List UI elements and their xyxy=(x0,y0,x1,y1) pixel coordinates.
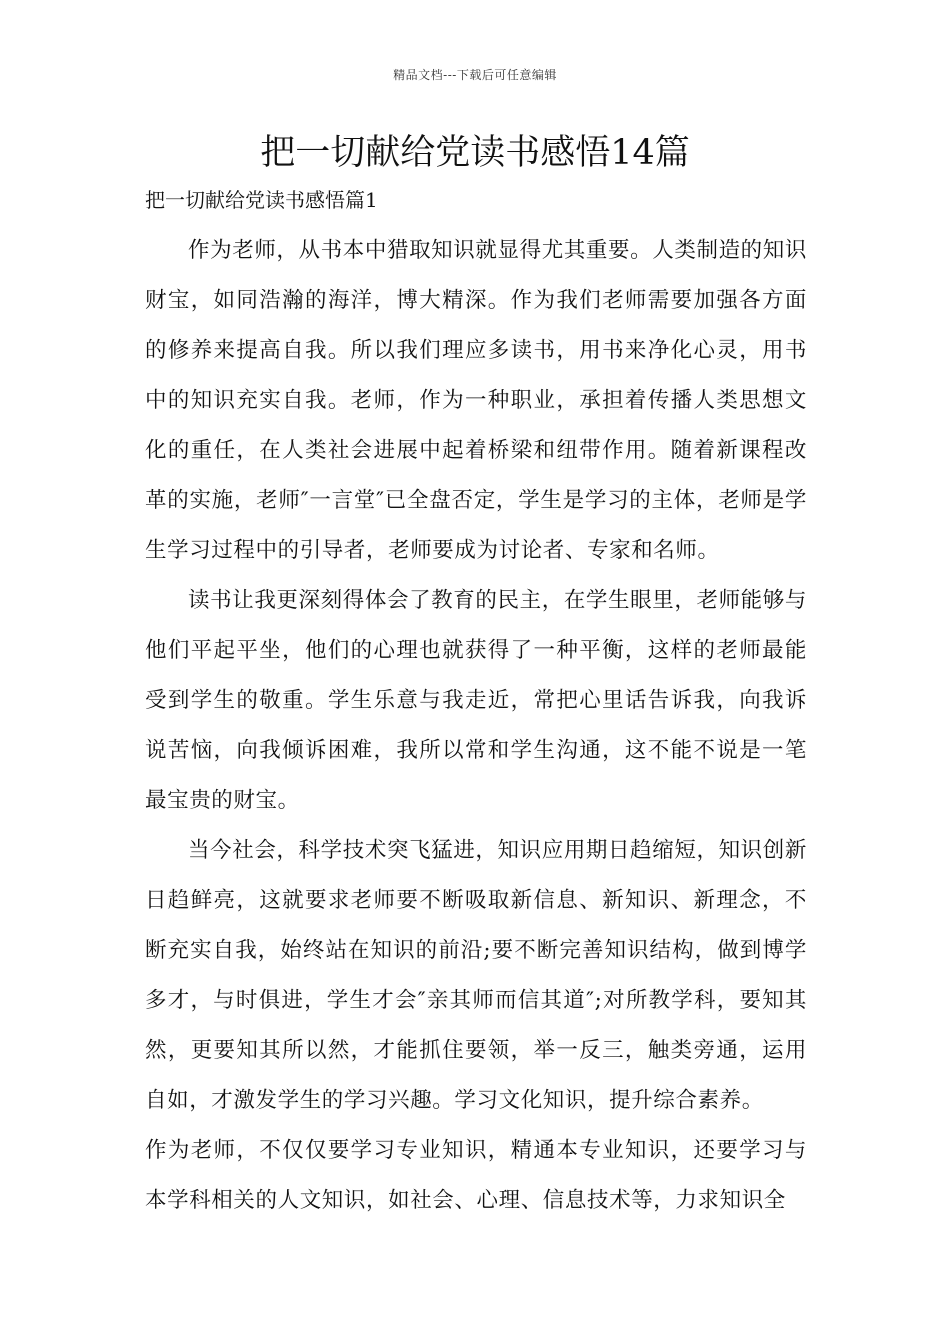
header-note: 精品文档---下载后可任意编辑 xyxy=(393,68,557,82)
paragraph: 当今社会，科学技术突飞猛进，知识应用期日趋缩短，知识创新日趋鲜亮，这就要求老师要不断吸取新信息、新知识、新理念，不断充实自我，始终站在知识的前沿;要不断完善知识结构，做到博学多才，与时俱进，学生才会″亲其师而信其道″;对所教学科，要知其然，更要知其所以然，才能抓住要领，举一反三，触类旁通，运用自如，才激发学生的学习兴趣。学习文化知识，提升综合素养。 xyxy=(145,838,807,1113)
document-title: 把一切献给党读书感悟14篇 xyxy=(260,133,690,173)
paragraph: 作为老师，不仅仅要学习专业知识，精通本专业知识，还要学习与本学科相关的人文知识，如社会、心理、信息技术等，力求知识全 xyxy=(145,1138,807,1213)
paragraph: 读书让我更深刻得体会了教育的民主，在学生眼里，老师能够与他们平起平坐，他们的心理也就获得了一种平衡，这样的老师最能受到学生的敬重。学生乐意与我走近，常把心里话告诉我，向我诉说苦恼，向我倾诉困难，我所以常和学生沟通，这不能不说是一笔最宝贵的财宝。 xyxy=(145,588,807,813)
section-heading: 把一切献给党读书感悟篇1 xyxy=(145,188,378,212)
body-text xyxy=(145,226,807,1226)
paragraph: 作为老师，从书本中猎取知识就显得尤其重要。人类制造的知识财宝，如同浩瀚的海洋，博大精深。作为我们老师需要加强各方面的修养来提高自我。所以我们理应多读书，用书来净化心灵，用书中的知识充实自我。老师，作为一种职业，承担着传播人类思想文化的重任，在人类社会进展中起着桥梁和纽带作用。随着新课程改革的实施，老师″一言堂″已全盘否定，学生是学习的主体，老师是学生学习过程中的引导者，老师要成为讨论者、专家和名师。 xyxy=(145,238,807,563)
